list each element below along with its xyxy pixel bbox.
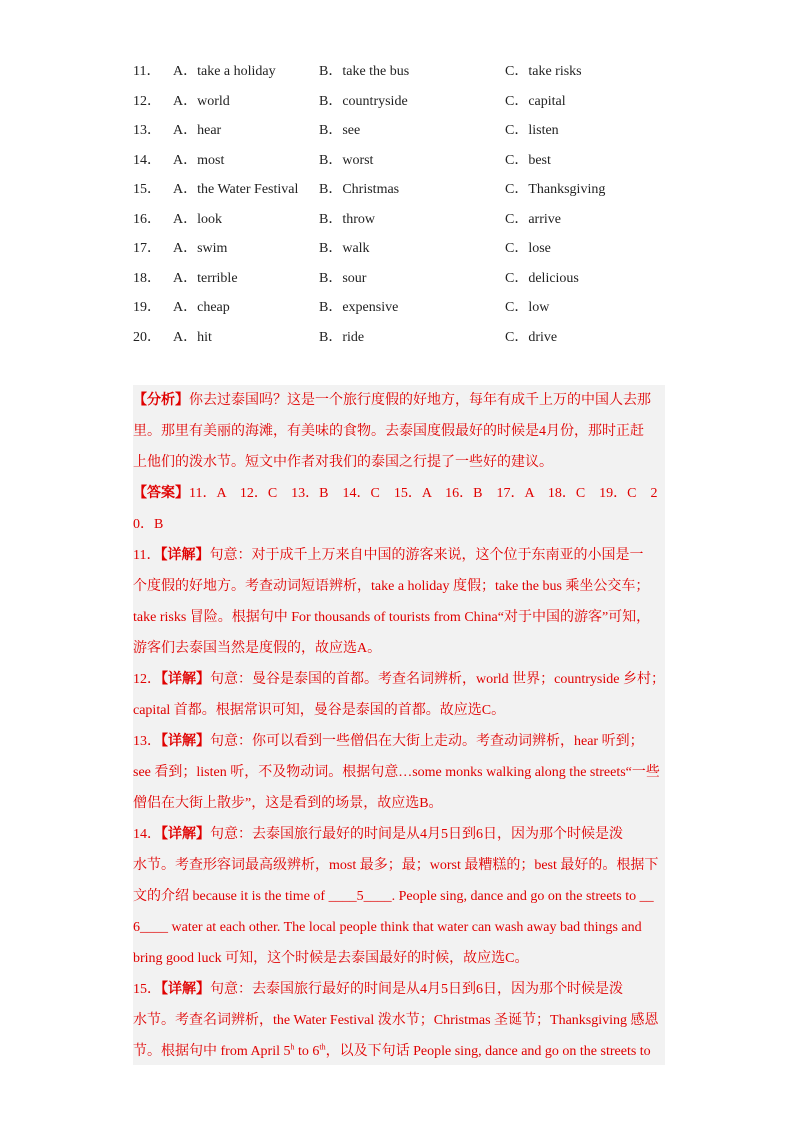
- superscript: th: [319, 1042, 326, 1052]
- question-number: 20．: [133, 329, 161, 345]
- option-c: C．arrive: [505, 211, 561, 227]
- option-a: A．look: [173, 211, 222, 227]
- option-b: B．see: [319, 123, 361, 138]
- option-row: [133, 180, 673, 210]
- option-row: [133, 151, 673, 181]
- explanation-text: ，以及下句话 People sing, dance and go on the streets to: [325, 1044, 651, 1059]
- option-a: A．take a holiday: [173, 64, 276, 79]
- explanation-line: [133, 912, 665, 943]
- explanation-number: 11．: [133, 548, 161, 563]
- explanation-line: 僧侣在大街上散步”，这是看到的场景，故应选B。: [133, 796, 443, 811]
- question-number: 11．: [133, 64, 161, 79]
- explanation-text: 节。根据句中 from April 5: [133, 1044, 291, 1059]
- option-c: C．drive: [505, 329, 558, 345]
- explanation-line: 水节。考查形容词最高级辨析，most 最多；最；worst 最糟糕的；best 最好的。根据下: [133, 858, 659, 873]
- explanation-tag: 【详解】: [161, 734, 210, 749]
- option-a: A．cheap: [173, 300, 230, 315]
- explanation-number: 12．: [133, 672, 161, 687]
- explanation-tag: 【详解】: [161, 827, 210, 842]
- option-c: C．low: [505, 300, 550, 315]
- question-number: 16．: [133, 211, 161, 227]
- explanation-tag: 【详解】: [160, 548, 210, 563]
- option-b: B．ride: [319, 329, 365, 345]
- explanation-text: 句意：曼谷是泰国的首都。考查名词辨析，world 世界；countryside 乡村；: [210, 672, 665, 687]
- option-b: B．worst: [319, 152, 374, 168]
- option-c: C．take risks: [505, 64, 582, 79]
- option-c: C．best: [505, 152, 551, 168]
- option-row: [133, 269, 673, 299]
- option-b: B．sour: [319, 270, 367, 286]
- question-number: 17．: [133, 241, 161, 256]
- option-row: [133, 298, 673, 328]
- option-b: B．walk: [319, 241, 370, 256]
- option-a: A．the Water Festival: [173, 182, 299, 197]
- explanation-line: bring good luck 可知，这个时候是去泰国最好的时候，故应选C。: [133, 951, 529, 966]
- explanation-line: [133, 1036, 665, 1067]
- option-a: A．hit: [173, 329, 212, 345]
- explanation-tag: 【详解】: [161, 672, 210, 687]
- option-a: A．hear: [173, 123, 222, 138]
- answer-line: 0．B: [133, 517, 164, 532]
- analysis-section: [133, 385, 665, 1065]
- explanation-line: [133, 726, 665, 757]
- option-c: C．delicious: [505, 270, 579, 286]
- question-number: 14．: [133, 152, 161, 168]
- option-b: B．expensive: [319, 300, 399, 315]
- option-row: [133, 328, 673, 358]
- option-b: B．Christmas: [319, 182, 400, 197]
- explanation-line: 游客们去泰国当然是度假的，故应选A。: [133, 641, 382, 656]
- question-number: 13．: [133, 123, 161, 138]
- superscript: h: [290, 1042, 295, 1052]
- answer-line: [133, 478, 665, 509]
- answer-tag: 【答案】: [133, 486, 189, 501]
- explanation-line: [133, 974, 665, 1005]
- option-row: [133, 239, 673, 269]
- option-b: B．countryside: [319, 93, 408, 109]
- option-row: [133, 210, 673, 240]
- analysis-line: 上他们的泼水节。短文中作者对我们的泰国之行提了一些好的建议。: [133, 455, 553, 470]
- explanation-text: water at each other. The local people think that water can wash away bad things and: [168, 920, 642, 935]
- option-b: B．throw: [319, 211, 375, 227]
- explanation-line: [133, 540, 665, 571]
- explanation-line: see 看到；listen 听，不及物动词。根据句意…some monks walking along the streets“一些: [133, 765, 660, 780]
- question-number: 15．: [133, 182, 161, 197]
- explanation-text: 句意：去泰国旅行最好的时间是从4月5日到6日，因为那个时候是泼: [210, 827, 623, 842]
- analysis-line: [133, 385, 665, 416]
- explanation-tag: 【详解】: [161, 982, 210, 997]
- explanation-text: 文的介绍 because it is the time of: [133, 889, 329, 904]
- explanation-text: to 6: [294, 1044, 320, 1059]
- analysis-text: 你去过泰国吗？这是一个旅行度假的好地方，每年有成千上万的中国人去那: [189, 393, 651, 408]
- option-c: C．listen: [505, 123, 559, 138]
- blank-6-end: 6____: [133, 920, 168, 935]
- option-b: B．take the bus: [319, 64, 410, 79]
- question-number: 18．: [133, 270, 161, 286]
- explanation-text: 句意：对于成千上万来自中国的游客来说，这个位于东南亚的小国是一: [209, 548, 644, 563]
- explanation-text: 句意：去泰国旅行最好的时间是从4月5日到6日，因为那个时候是泼: [210, 982, 623, 997]
- blank-6-start: __: [639, 889, 654, 904]
- option-a: A．most: [173, 152, 225, 168]
- explanation-line: 个度假的好地方。考查动词短语辨析，take a holiday 度假；take the bus 乘坐公交车；: [133, 579, 650, 594]
- analysis-tag: 【分析】: [133, 393, 189, 408]
- explanation-line: [133, 819, 665, 850]
- explanation-number: 13．: [133, 734, 161, 749]
- explanation-line: [133, 664, 665, 695]
- explanation-line: [133, 881, 665, 912]
- option-row: [133, 92, 673, 122]
- explanation-text: . People sing, dance and go on the streets to: [391, 889, 640, 904]
- option-row: [133, 121, 673, 151]
- analysis-line: 里。那里有美丽的海滩，有美味的食物。去泰国度假最好的时候是4月份，那时正赶: [133, 424, 644, 439]
- explanation-number: 14．: [133, 827, 161, 842]
- explanation-text: 句意：你可以看到一些僧侣在大街上走动。考查动词辨析，hear 听到；: [210, 734, 644, 749]
- explanation-line: take risks 冒险。根据句中 For thousands of tourists from China“对于中国的游客”可知，: [133, 610, 651, 625]
- explanation-line: capital 首都。根据常识可知，曼谷是泰国的首都。故应选C。: [133, 703, 506, 718]
- option-c: C．Thanksgiving: [505, 182, 606, 197]
- option-a: A．terrible: [173, 270, 238, 286]
- explanation-line: 水节。考查名词辨析，the Water Festival 泼水节；Christmas 圣诞节；Thanksgiving 感恩: [133, 1013, 659, 1028]
- option-c: C．capital: [505, 93, 566, 109]
- option-a: A．swim: [173, 241, 228, 256]
- option-row: [133, 62, 673, 92]
- explanation-number: 15．: [133, 982, 161, 997]
- options-list: [133, 62, 673, 357]
- option-a: A．world: [173, 93, 230, 109]
- option-c: C．lose: [505, 241, 551, 256]
- question-number: 19．: [133, 300, 161, 315]
- question-number: 12．: [133, 93, 161, 109]
- blank-5: ____5____: [328, 889, 392, 904]
- answer-text: 11．A 12．C 13．B 14．C 15．A 16．B 17．A 18．C 19．C 2: [189, 486, 658, 501]
